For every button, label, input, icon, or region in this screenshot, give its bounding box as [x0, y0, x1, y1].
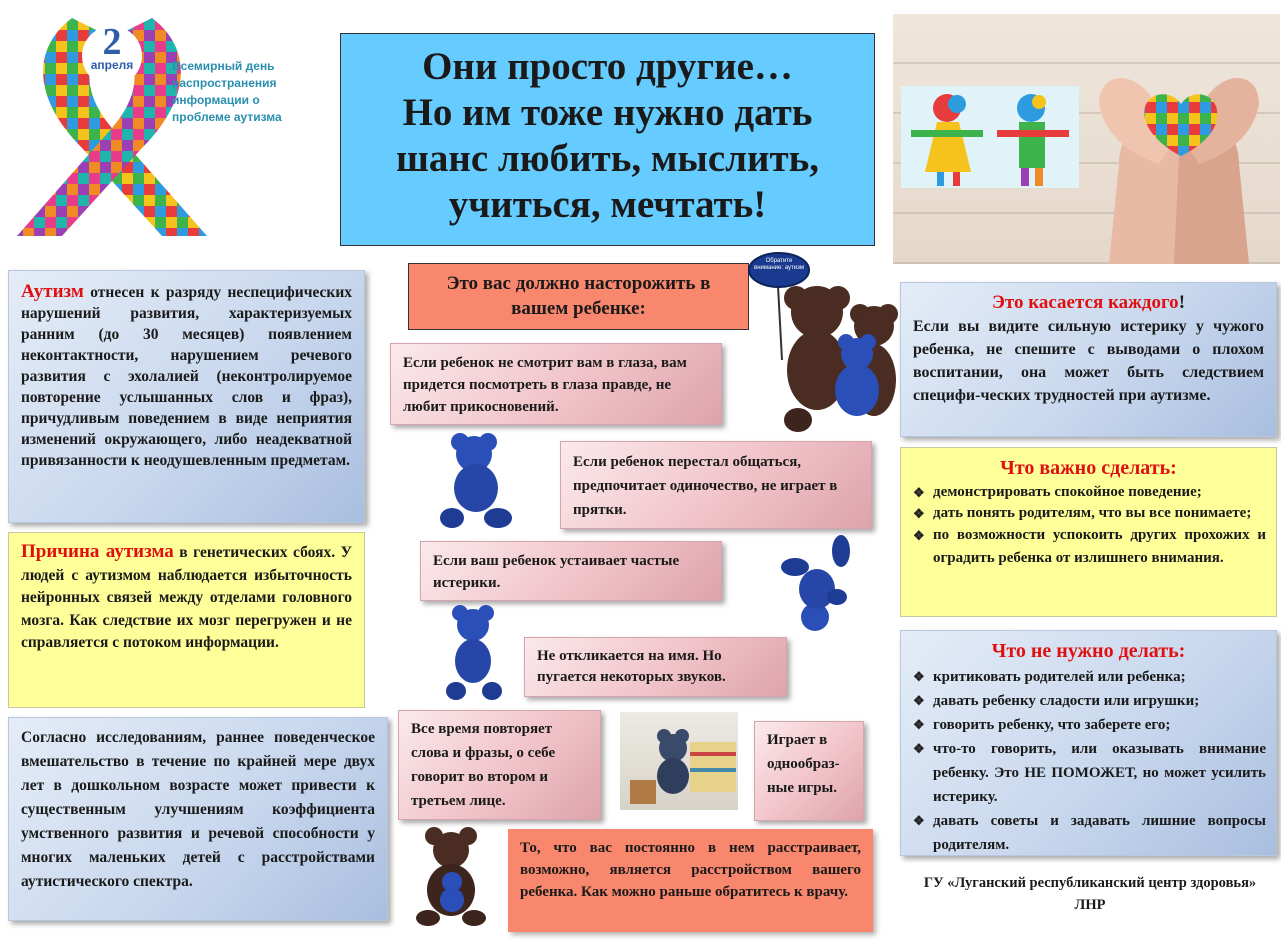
puzzle-children-icon [901, 86, 1079, 188]
what-to-do-box [900, 447, 1277, 617]
day-month: апреля [90, 58, 134, 72]
bear-hugging-icon [412, 826, 492, 926]
research-text: Согласно исследованиям, раннее поведенческое вмешательство в течение по крайней мере двух лет в дошкольном возрасте может привести к существенным улучшениям коэффициента умственного развития и речевой способности у многих маленьких детей с расстройствами аутистического спектра. [21, 729, 375, 890]
logo-caption: Всемирный день распространения информации о проблеме аутизма [172, 59, 282, 124]
everyone-heading: Это касается каждого [991, 292, 1179, 313]
sign-echolalia: Все время повторяет слова и фразы, о себе говорит во втором и третьем лице. [398, 710, 601, 820]
autism-definition-box [8, 270, 365, 523]
bear-covering-eyes-icon [438, 430, 518, 530]
what-not-to-do-list [911, 665, 1266, 857]
everyone-box: Это касается каждого! Если вы видите сильную истерику у чужого ребенка, не спешите с выводами о плохом воспитании, она может быть следствием специфи-ческих трудностей при аутизме. [900, 282, 1277, 437]
list-item: ❖ давать советы и задавать лишние вопросы родителям. [911, 809, 1266, 857]
autism-term: Аутизм [21, 281, 84, 302]
attention-sign: Обратите внимание: аутизм [754, 258, 804, 271]
alert-heading: Это вас должно насторожить в вашем ребенке: [408, 263, 749, 330]
what-to-do-list [911, 482, 1266, 570]
day-number: 2 [102, 21, 122, 63]
awareness-logo [12, 8, 312, 243]
what-not-to-do-box [900, 630, 1277, 856]
sign-repetitive-play: Играет в однообраз-ные игры. [754, 721, 864, 821]
cause-text: в генетических сбоях. У людей с аутизмом наблюдается избыточность нейронных связей между отделами головного мозга. Как следствие их мозг перегружен и не справляется с потоком информации. [21, 544, 352, 651]
list-item: ❖ по возможности успокоить других прохожих и оградить ребенка от излишнего внимания. [911, 524, 1266, 570]
cause-term: Причина аутизма [21, 541, 174, 562]
bear-with-books-photo [620, 712, 738, 810]
sign-eye-contact: Если ребенок не смотрит вам в глаза, вам придется посмотреть в глаза правде, не любит прикосновений. [390, 343, 722, 425]
hands-icon [1079, 14, 1279, 264]
bears-with-sign [748, 250, 898, 440]
sign-tantrums: Если ваш ребенок устаивает частые истерики. [420, 541, 722, 601]
bears-icon [748, 250, 898, 440]
research-box [8, 717, 388, 921]
list-item: ❖ говорить ребенку, что заберете его; [911, 713, 1266, 737]
autism-definition-text: отнесен к разряду неспецифических нарушений развития, характеризуемых ранним (до 30 месяцев) появлением неконтактности, нарушением речевого развития с эхолалией (неконтролируемое повторение услышанных слов и фраз), причудливым поведением в виде неприятия изменений окружающего, либо неадекватной привязанности к неодушевленным предметам. [21, 284, 352, 469]
list-item: ❖ демонстрировать спокойное поведение; [911, 482, 1266, 503]
bear-sitting-icon [440, 603, 510, 703]
organization-name: ГУ «Луганский республиканский центр здоровья» ЛНР [923, 875, 1257, 913]
sign-withdrawal: Если ребенок перестал общаться, предпочитает одиночество, не играет в прятки. [560, 441, 872, 529]
page-title: Они просто другие… Но им тоже нужно дать шанс любить, мыслить, учиться, мечтать! [340, 33, 875, 246]
hands-heart-photo [893, 14, 1280, 264]
everyone-text: Если вы видите сильную истерику у чужого ребенка, не спешите с выводами о плохом воспитании, она может быть следствием специфи-ческих трудностей при аутизме. [913, 318, 1264, 404]
sign-no-response: Не откликается на имя. Но пугается некоторых звуков. [524, 637, 787, 697]
what-to-do-heading: Что важно сделать: [1000, 457, 1177, 479]
list-item: ❖ что-то говорить, или оказывать внимание ребенку. Это НЕ ПОМОЖЕТ, но может усилить истерику. [911, 737, 1266, 809]
autism-cause-box [8, 532, 365, 708]
list-item: ❖ дать понять родителям, что вы все понимаете; [911, 503, 1266, 524]
see-doctor-box: То, что вас постоянно в нем расстраивает, возможно, является расстройством вашего ребенка. Как можно раньше обратитесь к врачу. [508, 829, 873, 932]
bear-tumbling-icon [775, 535, 855, 635]
what-not-to-do-heading: Что не нужно делать: [991, 640, 1186, 662]
list-item: ❖ давать ребенку сладости или игрушки; [911, 689, 1266, 713]
list-item: ❖ критиковать родителей или ребенка; [911, 665, 1266, 689]
